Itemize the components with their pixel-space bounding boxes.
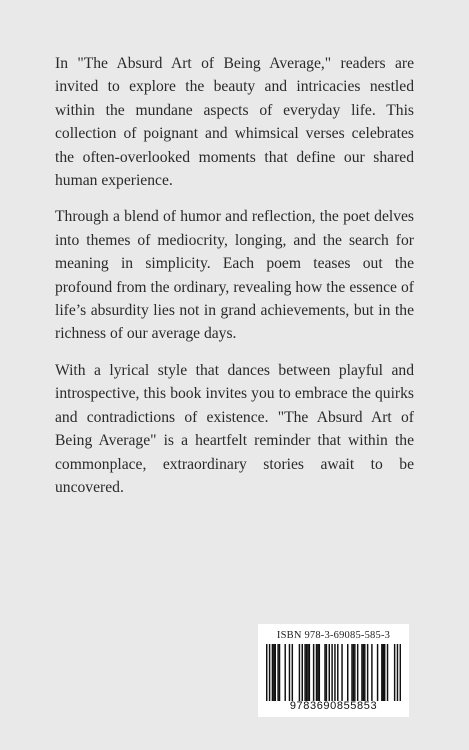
barcode-bar [324,644,325,701]
barcode-bar [284,644,285,701]
barcode-bar [347,644,348,701]
barcode-bar [292,644,293,701]
barcode-bar [364,644,365,701]
barcode-bar [306,644,307,701]
barcode-bar [367,644,368,701]
barcode-bar [329,644,330,701]
barcode-bar [357,644,358,701]
barcode-bars [266,644,401,701]
barcode-bar [319,644,320,701]
barcode-bar [341,644,342,701]
barcode-bar [266,644,267,701]
isbn-label: ISBN 978-3-69085-585-3 [276,630,391,641]
barcode-bar [394,644,395,701]
barcode-bar [273,644,274,701]
barcode-bar [269,644,270,701]
barcode-bar [317,644,318,701]
barcode-bar [351,644,352,701]
barcode-bar [304,644,305,701]
barcode-bar [377,644,378,701]
barcode-bar [326,644,327,701]
barcode-bar [384,644,385,701]
barcode-bar [397,644,398,701]
barcode-bar [316,644,317,701]
barcode-bar [371,644,372,701]
barcode-bar [381,644,382,701]
blurb-paragraph-3: With a lyrical style that dances between playful and introspective, this book invites you to embrace the quirks and contradictions of existence. "The Absurd Art of Being Average" is a heartfelt reminder that within the commonplace, extraordinary stories await to be uncovered. [55,361,414,496]
barcode-bar [334,644,335,701]
barcode-bar [361,644,362,701]
barcode-bar [400,644,401,701]
barcode-bar [275,644,276,701]
isbn-barcode-box [258,624,409,717]
barcode-bar [289,644,290,701]
barcode-bar [337,644,338,701]
barcode-bar [354,644,355,701]
barcode-bar [331,644,332,701]
barcode-bar [277,644,278,701]
barcode-bar [383,644,384,701]
blurb-paragraph-2: Through a blend of humor and reflection, the poet delves into themes of mediocrity, longing, and the search for meaning in simplicity. Each poem teases out the profound from the ordinary, revealing how the essence of life’s absurdity lies not in grand achievements, but in the richness of our average days. [55,208,414,343]
book-blurb [55,52,414,512]
barcode-bar [272,644,273,701]
barcode-bar [309,644,310,701]
blurb-paragraph-1: In "The Absurd Art of Being Average," readers are invited to explore the beauty and intricacies nestled within the mundane aspects of everyday life. This collection of poignant and whimsical verses celebrates the often-overlooked moments that define our shared human experience. [55,55,414,190]
barcode-bar [307,644,308,701]
barcode-bar [353,644,354,701]
barcode-bar [363,644,364,701]
barcode-digits: 9783690855853 [289,700,378,712]
barcode-bar [313,644,314,701]
barcode-bar [299,644,300,701]
barcode-bar [302,644,303,701]
barcode-bar [279,644,280,701]
barcode-bar [387,644,388,701]
